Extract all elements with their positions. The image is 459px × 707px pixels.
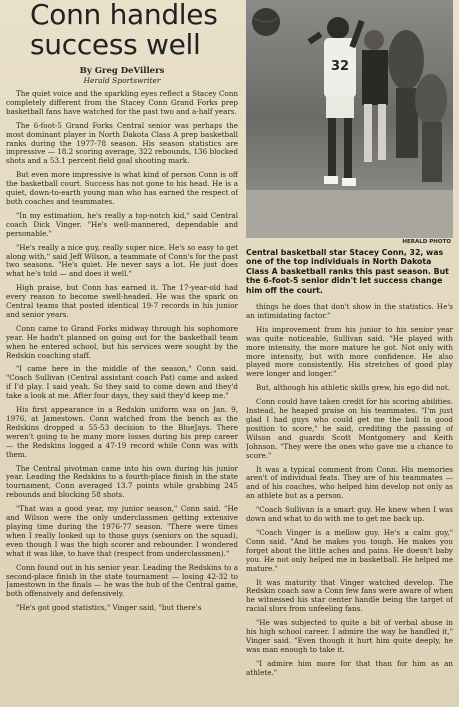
article-paragraph: It was maturity that Vinger watched develop. The Redskin coach saw a Conn few fans were aware of when he witnessed his star center handle being the target of racial slurs from unfeeling fans. bbox=[246, 577, 453, 614]
article-paragraph: His first appearance in a Redskin uniform was on Jan. 9, 1976, at Jamestown. Conn watched from the bench as the Redskins dropped a 55-53 decision to the BlueJays. There weren't going to be many more losses during his prep career — the Redskins logged a 47-19 record while Conn was with them. bbox=[6, 405, 238, 459]
left-column bbox=[6, 0, 238, 707]
basketball-photo bbox=[246, 0, 453, 238]
article-paragraph: High praise, but Conn has earned it. The 17-year-old had every reason to become swell-headed. He was the spark on Central teams that posted identical 19-7 records in his junior and senior years. bbox=[6, 283, 238, 319]
headline: Conn handles success well bbox=[30, 0, 218, 61]
article-paragraph: The quiet voice and the sparkling eyes reflect a Stacey Conn completely different from the Stacey Conn Grand Forks prep basketball fans have watched for the past two and a-half years. bbox=[6, 89, 238, 116]
article-paragraph: "He's really a nice guy, really super nice. He's so easy to get along with," said Jeff Wilson, a teammate of Conn's for the past two seasons. "He's quiet. He never says a lot. He just does what he's told — and does it well." bbox=[6, 242, 238, 279]
photo-caption: Central basketball star Stacey Conn, 32, was one of the top individuals in North Dakota Class A basketball ranks this past season. But the 6-foot-5 senior didn't let success change him off the court. bbox=[246, 248, 449, 295]
article-paragraph: "Coach Sullivan is a smart guy. He knew when I was down and what to do with me to get me back up. bbox=[246, 505, 453, 524]
jersey-number: 32 bbox=[330, 59, 350, 74]
right-column bbox=[246, 0, 453, 707]
article-paragraph: "I came here in the middle of the season," Conn said. "Coach Sullivan (Central assistant coach Pat) came and asked if I'd play. I said yeah. So they said to come down and they'd take a look at me. After four days, they said they'd keep me." bbox=[6, 364, 238, 401]
article-paragraph: things he does that don't show in the statistics. He's an intimidating factor." bbox=[246, 302, 453, 320]
article-paragraph: "I admire him more for that than for him as an athlete." bbox=[246, 658, 453, 677]
article-paragraph: But even more impressive is what kind of person Conn is off the basketball court. Success has not gone to his head. He is a quiet, down-to-earth young man who has earned the respect of both coaches and teammates. bbox=[6, 170, 238, 206]
byline-role: Herald Sportswriter bbox=[83, 76, 161, 85]
article-paragraph: "That was a good year, my junior season," Conn said. "He and Wilson were the only underclassmen getting extensive playing time during the 1976-77 season. "There were times when I really looked up to those guys (seniors on the squad), even though I was the high scorer and rebounder. I wondered what it was like, to have that (respect from underclassmen)." bbox=[6, 504, 238, 558]
article-paragraph: His improvement from his junior to his senior year was quite noticeable, Sullivan said. "He played with more intensity, the more mature he got. Not only with more intensity, but with more confidence. He also played more consistently. His stretches of good play were longer and longer." bbox=[246, 324, 453, 379]
article-paragraph: "Coach Vinger is a mellow guy. He's a calm guy," Conn said. "And he makes you tough. He makes you forget about the little aches and pains. He doesn't baby you. He not only helped me in basketball. He helped me mature." bbox=[246, 527, 453, 573]
article-paragraph: "In my estimation, he's really a top-notch kid," said Central coach Dick Vinger. "He's well-mannered, dependable and personable." bbox=[6, 210, 238, 238]
byline: By Greg DeVillers bbox=[79, 66, 165, 76]
article-paragraph: Conn could have taken credit for his scoring abilities. Instead, he heaped praise on his teammates. "I'm just glad I had guys who could get me the ball in good position to score," he said, crediting the passing of Wilson and guards Scott Montgomery and Keith Johnson. "They were the ones who gave me a chance to score." bbox=[246, 397, 453, 460]
article-paragraph: Conn found out in his senior year. Leading the Redskins to a second-place finish in the state tournament — losing 42-32 to Jamestown in the finals — he was the hub of the Central game, both offensively and defensively. bbox=[6, 562, 238, 599]
article-paragraph: "He was subjected to quite a bit of verbal abuse in his high school career. I admire the way he handled it," Vinger said. "Even though it hurt him quite deeply, he was man enough to take it. bbox=[246, 618, 453, 654]
article-paragraph: The Central pivotman came into his own during his junior year. Leading the Redskins to a fourth-place finish in the state tournament, Conn averaged 13.7 points while grabbing 245 rebounds and blocking 58 shots. bbox=[6, 463, 238, 500]
article-paragraph: It was a typical comment from Conn. His memories aren't of individual feats. They are of his teammates — and of his coaches, who helped him develop not only as an athlete but as a person. bbox=[246, 464, 453, 501]
photo-credit: HERALD PHOTO bbox=[402, 239, 451, 245]
photo-illustration bbox=[246, 0, 453, 238]
article-paragraph: Conn came to Grand Forks midway through his sophomore year. He hadn't planned on going out for the basketball team when he entered school, but his services were sought by the Redskin coaching staff. bbox=[6, 323, 238, 360]
article-paragraph: But, although his athletic skills grew, his ego did not. bbox=[256, 383, 451, 393]
article-paragraph: "He's got good statistics," Vinger said, "but there's bbox=[16, 603, 202, 613]
article-paragraph: The 6-foot-5 Grand Forks Central senior was perhaps the most dominant player in North Dakota Class A prep basketball ranks during the 1977-78 season. His season statistics are impressive — 18.2 scoring average, 322 rebounds, 136 blocked shots and a 53.1 percent field goal shooting mark. bbox=[6, 120, 238, 166]
